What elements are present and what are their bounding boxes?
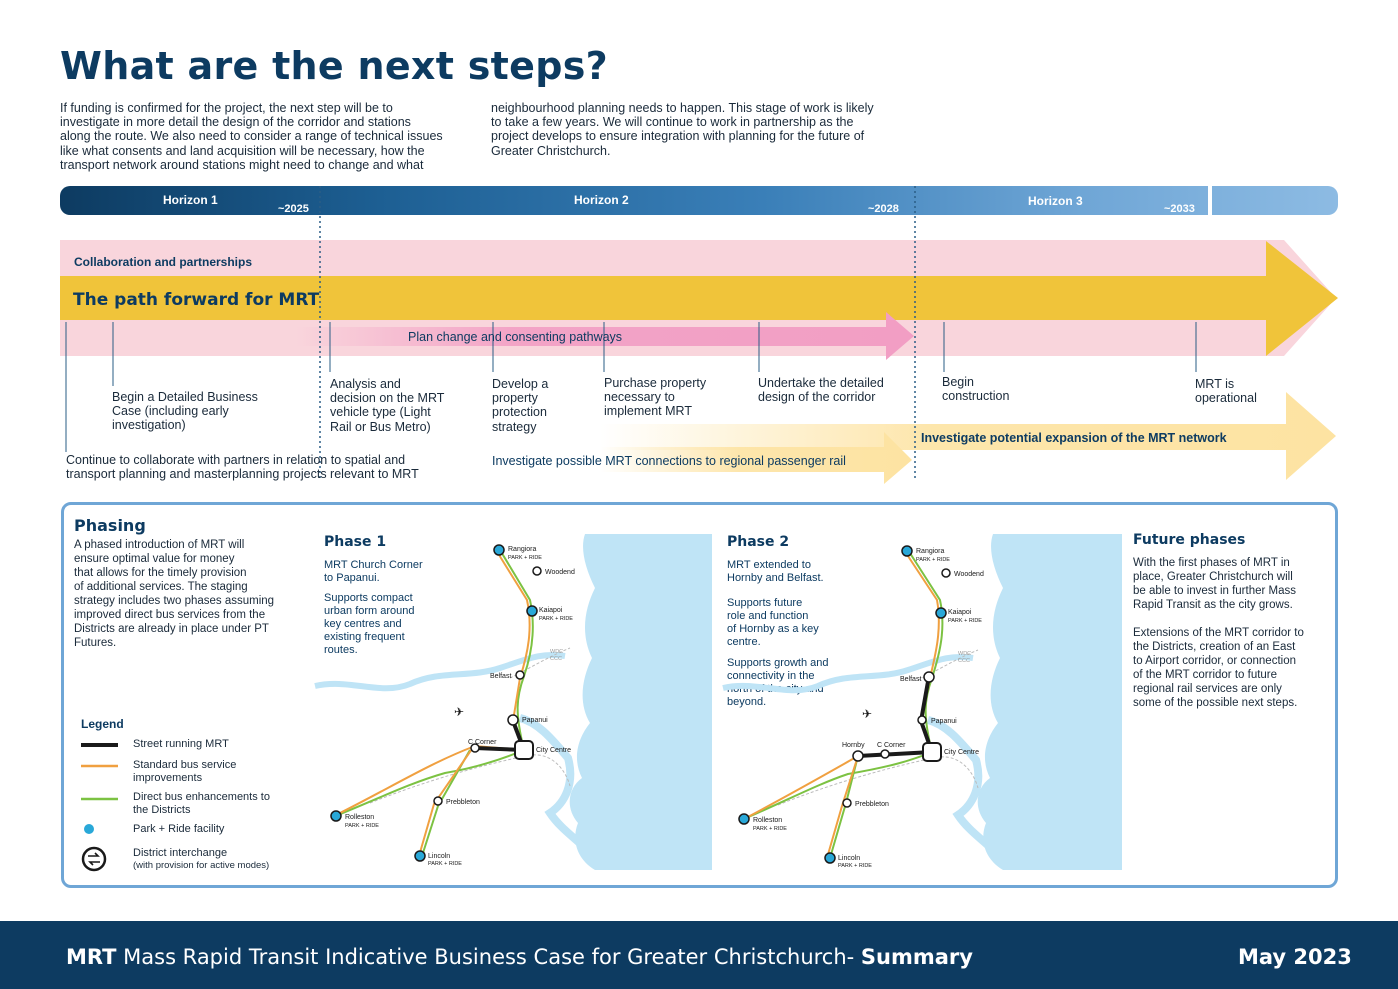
intro-line: like what consents and land acquisition will be necessary, how the bbox=[60, 143, 425, 158]
map-label-lincoln: Lincoln bbox=[428, 853, 451, 860]
future-line: place, Greater Christchurch will bbox=[1133, 571, 1293, 583]
map-label-belfast: Belfast bbox=[490, 673, 512, 680]
map-label-lincoln: Lincoln bbox=[838, 855, 861, 862]
phasing-line: Districts are already in place under PT bbox=[74, 623, 269, 635]
map-label-wdc: WDC bbox=[550, 649, 564, 655]
step-line: Begin a Detailed Business bbox=[112, 390, 258, 404]
map-label-kaiapoi: Kaiapoi bbox=[539, 607, 563, 614]
step-line: operational bbox=[1195, 391, 1257, 406]
map-label-prebbleton: Prebbleton bbox=[855, 801, 889, 808]
step-line: MRT is bbox=[1195, 377, 1235, 391]
intro-line: neighbourhood planning needs to happen. This stage of work is likely bbox=[491, 101, 874, 115]
belfast-station bbox=[924, 672, 934, 682]
city-centre-station bbox=[923, 743, 941, 761]
sea bbox=[570, 534, 712, 870]
phase1-line: existing frequent bbox=[324, 631, 405, 643]
future-line: With the first phases of MRT in bbox=[1133, 557, 1290, 569]
footer-date: May 2023 bbox=[1238, 945, 1352, 969]
intro-line: transport network around stations might need to change and what bbox=[60, 157, 424, 172]
horizon-1-year: ~2025 bbox=[278, 203, 309, 215]
step-line: transport planning and masterplanning projects relevant to MRT bbox=[66, 467, 419, 482]
legend-standard-bus bbox=[133, 759, 236, 784]
future-heading: Future phases bbox=[1133, 532, 1246, 548]
legend-label: Park + Ride facility bbox=[133, 823, 225, 835]
rail bbox=[370, 755, 570, 803]
map-label-park-ride: PARK + RIDE bbox=[838, 863, 872, 869]
regional-rail-label: Investigate possible MRT connections to regional passenger rail bbox=[492, 454, 846, 468]
legend-label: Standard bus service bbox=[133, 759, 237, 771]
footer-title bbox=[66, 945, 973, 969]
rail bbox=[778, 757, 978, 805]
phasing-line: Futures. bbox=[74, 637, 117, 649]
future-line: Rapid Transit as the city grows. bbox=[1133, 599, 1293, 611]
step-line: Continue to collaborate with partners in relation to spatial and bbox=[66, 453, 406, 467]
step-continue bbox=[66, 453, 419, 481]
map-label-wdc: WDC bbox=[958, 651, 972, 657]
map-label-park-ride: PARK + RIDE bbox=[539, 616, 573, 622]
phase1-heading: Phase 1 bbox=[324, 534, 387, 550]
map-label-hornby: Hornby bbox=[842, 742, 865, 749]
intro-line: If funding is confirmed for the project, the next step will be to bbox=[60, 101, 393, 115]
phase2-line: beyond. bbox=[727, 696, 767, 708]
intro-line: to take a few years. We will continue to work in partnership as the bbox=[491, 115, 854, 130]
map-label-park-ride: PARK + RIDE bbox=[508, 555, 542, 561]
step-line: implement MRT bbox=[604, 404, 692, 419]
map-label-park-ride: PARK + RIDE bbox=[753, 826, 787, 832]
orange-route bbox=[338, 550, 530, 814]
step-line: Develop a bbox=[492, 377, 549, 391]
intro-line: Greater Christchurch. bbox=[491, 143, 611, 158]
rangiora-station bbox=[494, 545, 504, 555]
phase2-line: Supports growth and bbox=[727, 657, 829, 669]
phasing-line: of additional services. The staging bbox=[74, 581, 248, 593]
phasing-line: strategy includes two phases assuming bbox=[74, 595, 275, 607]
phasing-line: that allows for the timely provision bbox=[74, 567, 247, 579]
phasing-body bbox=[74, 538, 274, 650]
future-line: some of the possible next steps. bbox=[1133, 697, 1298, 709]
legend-label: (with provision for active modes) bbox=[133, 859, 270, 871]
kaiapoi-station bbox=[527, 606, 537, 616]
river bbox=[723, 657, 973, 690]
phase2-line: centre. bbox=[727, 636, 761, 648]
belfast-station bbox=[516, 671, 524, 679]
sea bbox=[978, 534, 1122, 870]
legend-park-ride bbox=[133, 823, 224, 836]
rangiora-station bbox=[902, 546, 912, 556]
intro-line: project develops to ensure integration with planning for the future of bbox=[491, 129, 865, 144]
map-label-prebbleton: Prebbleton bbox=[446, 799, 480, 806]
intro-line: investigate in more detail the design of the corridor and stations bbox=[60, 115, 411, 130]
woodend-station bbox=[942, 569, 950, 577]
step-line: property bbox=[492, 391, 538, 406]
map-label-c-corner: C Corner bbox=[468, 739, 497, 746]
legend-label: the Districts bbox=[133, 803, 191, 816]
step-construction bbox=[942, 375, 1009, 403]
legend-interchange-icon bbox=[83, 848, 105, 870]
map-label-rangiora: Rangiora bbox=[508, 546, 537, 553]
prebbleton-station bbox=[434, 797, 442, 805]
lincoln-station bbox=[825, 853, 835, 863]
step-line: construction bbox=[942, 389, 1010, 404]
future-line: Extensions of the MRT corridor to bbox=[1133, 627, 1304, 639]
green-route bbox=[746, 550, 942, 818]
woodend-station bbox=[533, 567, 541, 575]
map-label-woodend: Woodend bbox=[545, 569, 575, 576]
step-line: necessary to bbox=[604, 390, 675, 405]
phase1-line: to Papanui. bbox=[324, 572, 380, 584]
phase1-line: key centres and bbox=[324, 618, 402, 630]
map-label-park-ride: PARK + RIDE bbox=[948, 618, 982, 624]
step-line: Purchase property bbox=[604, 376, 707, 390]
step-line: investigation) bbox=[112, 418, 186, 433]
footer-brand: MRT bbox=[66, 945, 117, 969]
future-line: be able to invest in further Mass bbox=[1133, 585, 1296, 597]
future-line: regional rail services are only bbox=[1133, 683, 1282, 695]
map-label-rolleston: Rolleston bbox=[753, 817, 783, 824]
map-label-city-centre: City Centre bbox=[944, 749, 980, 756]
river bbox=[315, 655, 565, 688]
phase1-line: urban form around bbox=[324, 605, 415, 617]
prebbleton-station bbox=[843, 799, 851, 807]
map-label-papanui: Papanui bbox=[522, 717, 548, 724]
step-purchase bbox=[604, 376, 706, 419]
papanui-station bbox=[508, 715, 518, 725]
map-label-woodend: Woodend bbox=[954, 571, 984, 578]
step-line: Undertake the detailed bbox=[758, 376, 884, 390]
step-operational bbox=[1195, 377, 1257, 405]
step-line: protection bbox=[492, 405, 547, 420]
phase1-map bbox=[310, 528, 715, 873]
phase1-line: routes. bbox=[324, 644, 358, 656]
map-label-park-ride: PARK + RIDE bbox=[345, 823, 379, 829]
page-title: What are the next steps? bbox=[60, 44, 608, 88]
legend-street-mrt bbox=[133, 738, 229, 751]
lincoln-station bbox=[415, 851, 425, 861]
papanui-station bbox=[918, 716, 926, 724]
step-undertake bbox=[758, 376, 884, 404]
map-label-papanui: Papanui bbox=[931, 718, 957, 725]
phase2-line: Hornby and Belfast. bbox=[727, 572, 824, 584]
phasing-line: ensure optimal value for money bbox=[74, 553, 235, 565]
step-analysis bbox=[330, 377, 444, 434]
future-line: of the MRT corridor to future bbox=[1133, 669, 1278, 681]
collaboration-label: Collaboration and partnerships bbox=[74, 255, 253, 269]
map-label-ccc: CCC bbox=[958, 658, 970, 664]
legend-label: District interchange bbox=[133, 847, 228, 859]
phasing-heading: Phasing bbox=[74, 516, 146, 535]
orange-route bbox=[744, 550, 939, 819]
map-label-park-ride: PARK + RIDE bbox=[428, 861, 462, 867]
phasing-line: improved direct bus services from the bbox=[74, 609, 266, 621]
legend-title: Legend bbox=[81, 717, 124, 731]
phase2-line: north of the city and bbox=[727, 683, 824, 695]
legend-label: Street running MRT bbox=[133, 738, 229, 750]
step-line: vehicle type (Light bbox=[330, 405, 431, 420]
step-line: Case (including early bbox=[112, 404, 229, 419]
phase1-line: Supports compact bbox=[324, 592, 413, 604]
airplane-icon: ✈ bbox=[454, 705, 465, 719]
hornby-station bbox=[853, 751, 863, 761]
c-corner-station bbox=[881, 750, 889, 758]
map-label-park-ride: PARK + RIDE bbox=[916, 557, 950, 563]
path-forward-label: The path forward for MRT bbox=[73, 290, 320, 310]
map-label-belfast: Belfast bbox=[900, 676, 922, 683]
estuary bbox=[520, 718, 585, 848]
city-centre-station bbox=[515, 741, 533, 759]
phase1-line: MRT Church Corner bbox=[324, 559, 423, 571]
future-line: to Airport corridor, or connection bbox=[1133, 655, 1296, 667]
map-label-kaiapoi: Kaiapoi bbox=[948, 609, 972, 616]
step-line: Begin bbox=[942, 375, 974, 389]
rolleston-station bbox=[331, 811, 341, 821]
phase2-line: of Hornby as a key bbox=[727, 623, 819, 635]
step-develop bbox=[492, 377, 548, 434]
horizon-3-label: Horizon 3 bbox=[1028, 194, 1083, 208]
horizon-1-label: Horizon 1 bbox=[163, 193, 218, 207]
horizon-3-year: ~2033 bbox=[1164, 203, 1195, 215]
horizon-2-label: Horizon 2 bbox=[574, 193, 629, 207]
plan-change-label: Plan change and consenting pathways bbox=[408, 330, 623, 344]
legend-park-ride-dot bbox=[84, 824, 94, 834]
legend-symbols bbox=[78, 735, 118, 875]
horizon-2-year: ~2028 bbox=[868, 203, 899, 215]
map-label-ccc: CCC bbox=[550, 656, 562, 662]
legend-direct-bus bbox=[133, 791, 270, 816]
step-line: decision on the MRT bbox=[330, 391, 445, 406]
map-label-rangiora: Rangiora bbox=[916, 548, 945, 555]
legend-label: improvements bbox=[133, 771, 203, 784]
step-line: Analysis and bbox=[330, 377, 401, 391]
future-text bbox=[1133, 556, 1304, 710]
map-label-city-centre: City Centre bbox=[536, 747, 572, 754]
phase2-line: role and function bbox=[727, 610, 809, 622]
footer-text: Mass Rapid Transit Indicative Business Case for Greater Christchurch- bbox=[123, 945, 861, 969]
airplane-icon: ✈ bbox=[862, 707, 873, 721]
green-route bbox=[338, 550, 533, 815]
map-label-c-corner: C Corner bbox=[877, 742, 906, 749]
phase2-line: connectivity in the bbox=[727, 670, 815, 682]
phase2-heading: Phase 2 bbox=[727, 534, 790, 550]
phase2-line: Supports future bbox=[727, 597, 803, 609]
step-business-case bbox=[112, 390, 258, 433]
step-line: Rail or Bus Metro) bbox=[330, 419, 431, 434]
kaiapoi-station bbox=[936, 608, 946, 618]
map-label-rolleston: Rolleston bbox=[345, 814, 375, 821]
rolleston-station bbox=[739, 814, 749, 824]
phase2-map bbox=[718, 528, 1128, 873]
phasing-line: A phased introduction of MRT will bbox=[74, 539, 245, 551]
expansion-label: Investigate potential expansion of the MRT network bbox=[921, 431, 1227, 445]
step-line: design of the corridor bbox=[758, 390, 876, 405]
legend-interchange bbox=[133, 847, 269, 872]
footer-bold: Summary bbox=[860, 945, 973, 969]
step-line: strategy bbox=[492, 419, 537, 434]
intro-line: along the route. We also need to consider a range of technical issues bbox=[60, 129, 443, 144]
legend-label: Direct bus enhancements to bbox=[133, 791, 270, 803]
phase2-line: MRT extended to bbox=[727, 559, 811, 571]
future-line: the Districts, creation of an East bbox=[1133, 641, 1296, 653]
